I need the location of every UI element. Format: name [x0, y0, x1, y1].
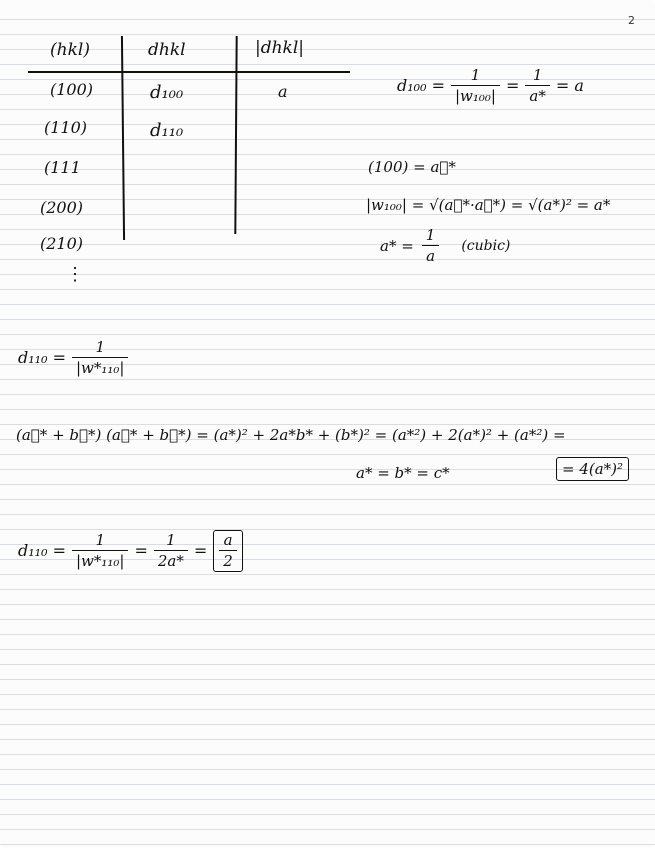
fraction-numerator: a [223, 531, 233, 549]
equals-sign: = [193, 541, 208, 560]
table-column-rule-2 [234, 36, 237, 234]
boxed-result: = 4(a*)² [556, 457, 629, 481]
equals-sign: = [134, 541, 148, 560]
d100-equation [397, 68, 584, 104]
equals-sign: = [505, 76, 520, 95]
dot-product-expansion: (a⃗* + b⃗*) (a⃗* + b⃗*) = (a*)² + 2a*b* + (b*)² = (a*²) + 2(a*)² + (a*²) = [16, 426, 566, 444]
d110-fraction [72, 340, 129, 376]
d110-lhs: d₁₁₀ = [18, 348, 66, 367]
boxed-final-answer [213, 530, 243, 572]
page-number: 2 [628, 14, 635, 27]
fraction-numerator: 1 [425, 226, 436, 244]
fraction-denominator: a* [525, 85, 549, 104]
w100-magnitude: |w₁₀₀| = √(a⃗*·a⃗*) = √(a*)² = a* [366, 196, 611, 214]
table-cell-hkl: (111 [44, 158, 81, 177]
fraction-denominator: |w*₁₁₀| [72, 550, 129, 569]
table-cell-hkl: (100) [50, 80, 94, 99]
fraction-denominator: 2 [219, 550, 237, 569]
fraction-numerator: 1 [470, 66, 481, 84]
cubic-note: (cubic) [461, 238, 511, 254]
fraction-denominator: 2a* [154, 550, 188, 569]
expansion-result [556, 462, 629, 477]
cubic-condition: a* = b* = c* [356, 464, 450, 482]
table-cell-hkl: (210) [40, 234, 84, 253]
fraction-numerator: 1 [95, 531, 105, 549]
d110-final-fraction [219, 533, 237, 569]
plane-100-vector: (100) = a⃗* [368, 158, 456, 176]
table-cell-d: d₁₀₀ [150, 82, 184, 103]
d100-lhs: d₁₀₀ = [397, 76, 445, 95]
reciprocal-lhs: a* = [380, 236, 414, 255]
fraction-denominator: |w₁₀₀| [451, 85, 500, 104]
d110-result-fraction-2 [154, 533, 188, 569]
d110-definition [18, 340, 128, 376]
d100-fraction-1 [451, 68, 500, 104]
d100-fraction-2 [525, 68, 549, 104]
reciprocal-fraction [422, 228, 440, 264]
d100-result: = a [555, 76, 584, 95]
d110-result-equation [18, 530, 243, 572]
table-header-abs-dhkl: |dhkl| [255, 38, 305, 58]
table-cell-d: d₁₁₀ [150, 120, 184, 141]
table-header-rule [28, 71, 350, 73]
table-cell-hkl: (110) [44, 118, 88, 137]
table-header-dhkl: dhkl [148, 40, 186, 60]
table-column-rule-1 [121, 36, 125, 240]
fraction-denominator: a [422, 245, 439, 264]
fraction-numerator: 1 [532, 66, 543, 84]
fraction-denominator: |w*₁₁₀| [72, 357, 129, 376]
fraction-numerator: 1 [166, 531, 176, 549]
table-continuation-dots: ⋮ [66, 264, 84, 285]
table-cell-hkl: (200) [40, 198, 84, 217]
d110-result-fraction-1 [72, 533, 129, 569]
table-cell-abs: a [278, 82, 288, 101]
reciprocal-relation [380, 228, 510, 264]
table-header-hkl: (hkl) [50, 40, 90, 60]
d110-lhs: d₁₁₀ = [18, 541, 66, 560]
fraction-numerator: 1 [95, 338, 105, 356]
